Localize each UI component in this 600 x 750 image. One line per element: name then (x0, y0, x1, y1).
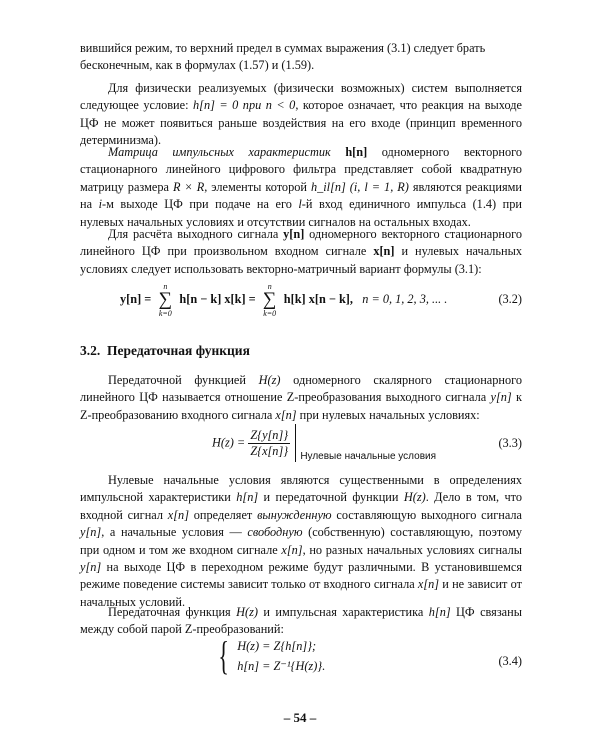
text: и не зависит от начальных условий. (80, 577, 522, 609)
text: , но разных начальных условиях сигналы (302, 542, 523, 557)
eq-lhs: H(z) = (212, 435, 246, 450)
system-lines (237, 636, 325, 676)
denominator: Z{x[n]} (250, 443, 289, 458)
text: и нулевых начальных условиях следует использовать векторно-матричный вариант формулы (3.1): (80, 244, 522, 276)
text: , элементы которой (204, 179, 311, 194)
text: и передаточной функции (258, 490, 404, 505)
math-condition: h[n] = 0 при n < 0 (193, 98, 296, 113)
math-yn: y[n] (490, 390, 512, 405)
math-yn: y[n] (80, 560, 102, 575)
term-forced: вынужденную (257, 507, 332, 522)
text: на выходе ЦФ в переходном режиме будут различными. В установившемся режиме поведение системы зависит только от входного сигнала (80, 560, 522, 592)
paragraph-output-calc (80, 226, 522, 278)
sum-upper: n (163, 282, 168, 291)
term-free: свободную (247, 525, 303, 540)
paragraph-continuation (80, 40, 522, 75)
text: Передаточной функцией (108, 373, 259, 387)
fraction (248, 428, 290, 459)
paragraph-transfer-def (80, 372, 522, 424)
paragraph-initial-conditions (80, 472, 522, 611)
math-hn: h[n] (428, 605, 451, 619)
text: Передаточная функция (108, 605, 237, 619)
math-yn: y[n] (283, 227, 305, 241)
math-xn: x[n] (373, 244, 395, 259)
section-number: 3.2. (80, 343, 101, 358)
text: одномерного скалярного стационарного линейного ЦФ называется отношение Z-преобразования выходного сигнала (80, 373, 522, 405)
math-xn: x[n] (281, 542, 303, 557)
math-hn: h[n] (236, 490, 259, 505)
equation-3-2 (120, 282, 447, 318)
left-brace-icon: { (218, 633, 229, 678)
equation-3-4 (214, 633, 326, 678)
text: Для расчёта выходного сигнала (108, 227, 284, 241)
equation-3-3 (212, 424, 436, 462)
evaluation-bar (295, 424, 296, 462)
text: (собственную) составляющую, поэтому при одном и том же входном сигнале (80, 525, 522, 557)
paragraph-z-pair (80, 604, 522, 639)
section-heading (80, 343, 250, 359)
text: одномерного векторного стационарного линейного цифрового фильтра представляет собой квадратную матрицу размера (80, 145, 522, 194)
text: , которое означает, что реакция на выходе ЦФ не может появиться раньше воздействия на его входе (принцип временного детерминизма). (80, 98, 522, 148)
eq-lhs: y[n] = (120, 291, 152, 306)
math-hz: H(z) (258, 373, 281, 387)
sum-lower: k=0 (263, 309, 277, 318)
math-hn: h[n] (345, 145, 368, 159)
sum-upper: n (267, 282, 272, 291)
text: при нулевых начальных условиях: (296, 407, 480, 422)
text: определяет (188, 507, 258, 522)
sigma-icon: ∑ (262, 289, 277, 310)
text: -м выходе ЦФ при подаче на его (102, 197, 299, 212)
system-line: H(z) = Z{h[n]}; (237, 639, 317, 653)
text: одномерного векторного стационарного линейного ЦФ при произвольном входном сигнале (80, 227, 522, 259)
eq-range: n = 0, 1, 2, 3, ... . (362, 291, 448, 306)
eq-term1: h[n − k] x[k] = (179, 291, 256, 306)
math-size: R × R (172, 179, 205, 194)
math-l: l (298, 197, 302, 212)
line: бесконечным, как в формулах (1.57) и (1.59). (80, 58, 315, 73)
sigma-icon: ∑ (158, 289, 173, 310)
text: составляющую выходного сигнала (331, 507, 522, 522)
equation-number: (3.2) (498, 292, 522, 306)
math-i: i (98, 197, 102, 212)
condition-subscript: Нулевые начальные условия (300, 451, 437, 462)
math-xn: x[n] (417, 577, 440, 592)
text: Нулевые начальные условия являются существенными в определениях импульсной характеристики (80, 473, 522, 505)
text: -й вход единичного импульса (1.4) при нулевых начальных условиях и отсутствии сигналов на остальных входах. (80, 197, 522, 229)
math-xn: x[n] (167, 507, 189, 522)
text: . Дело в том, что входной сигнал (80, 490, 522, 522)
text: являются реакциями на (80, 179, 522, 212)
math-element: h_il[n] (i, l = 1, R) (310, 179, 409, 194)
sum-lower: k=0 (158, 309, 172, 318)
paragraph-impulse-matrix (80, 144, 522, 231)
paragraph-causality (80, 80, 522, 150)
text: к Z-преобразованию входного сигнала (80, 390, 522, 422)
math-xn: x[n] (275, 407, 297, 422)
sum-symbol (154, 282, 176, 318)
math-hz: H(z) (403, 490, 426, 505)
numerator: Z{y[n]} (250, 427, 289, 442)
page-number: – 54 – (283, 710, 317, 725)
system-line: h[n] = Z⁻¹{H(z)}. (237, 659, 326, 673)
eq-term2: h[k] x[n − k], (283, 291, 353, 306)
math-yn: y[n] (80, 525, 102, 540)
term-italic: Матрица импульсных характеристик (108, 145, 331, 159)
text: ЦФ связаны между собой парой Z-преобразований: (80, 605, 522, 637)
text: и импульсная характеристика (257, 605, 429, 619)
section-title: Передаточная функция (107, 343, 250, 358)
text: Для физически реализуемых (физически возможных) систем выполняется следующее условие: (80, 81, 522, 113)
equation-number: (3.3) (498, 436, 522, 450)
math-hz: H(z) (236, 605, 258, 619)
text: , а начальные условия — (101, 525, 248, 540)
line: вившийся режим, то верхний предел в суммах выражения (3.1) следует брать (80, 41, 486, 55)
equation-number: (3.4) (498, 654, 522, 668)
sum-symbol (259, 282, 281, 318)
